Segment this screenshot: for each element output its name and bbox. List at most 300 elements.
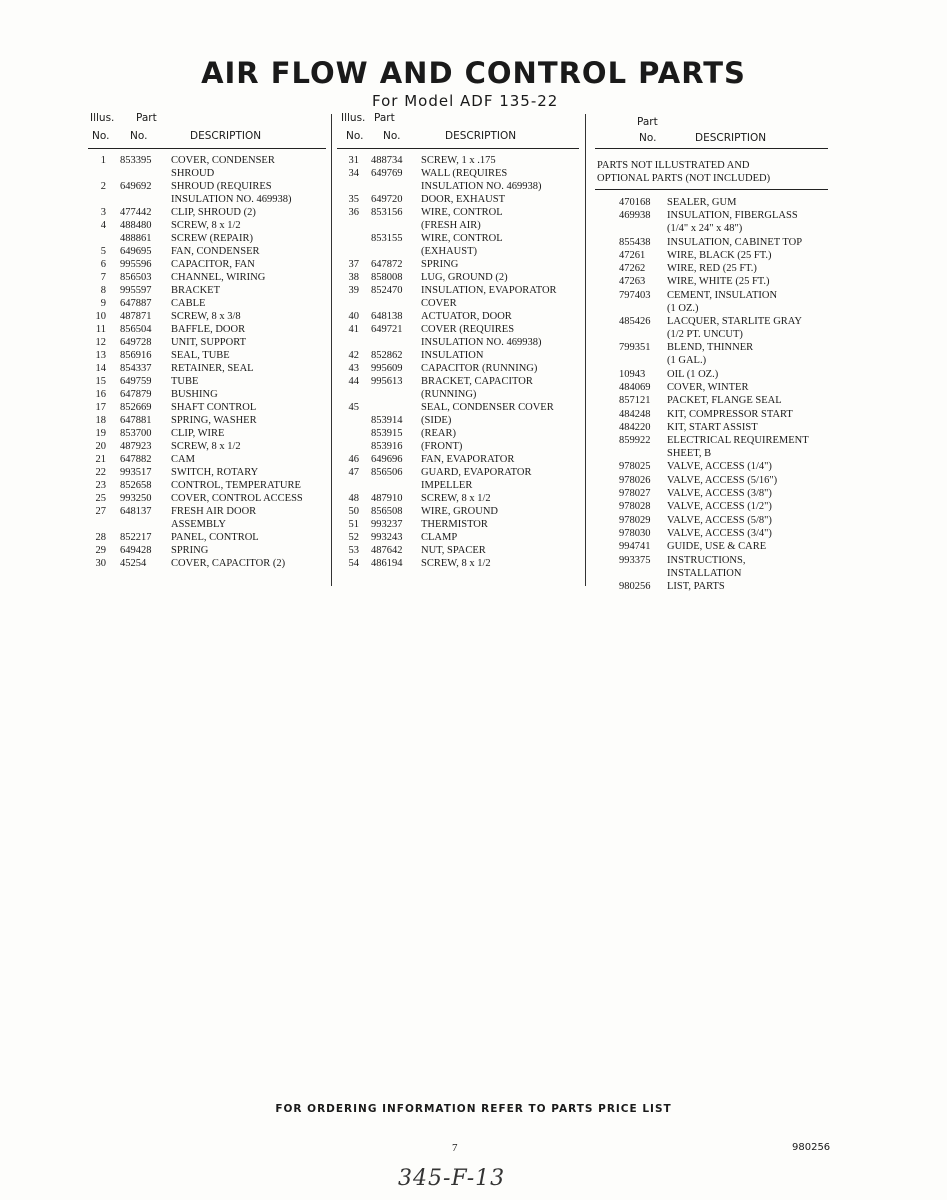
part-row (88, 323, 326, 336)
no-label: No. (130, 130, 148, 142)
part-row (595, 487, 828, 500)
part-row (337, 492, 579, 505)
part-description: PANEL, CONTROL (171, 532, 259, 543)
part-number: 857121 (619, 395, 651, 407)
part-row (337, 453, 579, 466)
part-number: 853395 (120, 155, 152, 166)
part-row (88, 284, 326, 297)
part-number: 488480 (120, 220, 152, 231)
part-row (595, 408, 828, 421)
part-description: SEALER, GUM (667, 197, 737, 208)
part-description: DOOR, EXHAUST (421, 194, 505, 205)
part-description: UNIT, SUPPORT (171, 337, 247, 348)
part-number: 47262 (619, 263, 646, 275)
part-description: KIT, START ASSIST (667, 421, 758, 433)
part-description: SWITCH, ROTARY (171, 467, 259, 478)
part-number: 852470 (371, 285, 403, 296)
part-row (88, 349, 326, 362)
part-row (595, 275, 828, 288)
part-description: COVER, WINTER (667, 381, 749, 393)
part-description: RETAINER, SEAL (171, 363, 254, 374)
part-description: INSULATION (421, 350, 484, 361)
illus-number: 51 (348, 519, 359, 530)
part-row (337, 349, 579, 362)
part-row (337, 518, 579, 531)
part-description: SCREW, 1 x .175 (421, 155, 496, 166)
part-description: WIRE, CONTROL (FRESH AIR) (421, 207, 503, 231)
part-description: CLIP, SHROUD (2) (171, 207, 256, 218)
part-number: 488734 (371, 155, 403, 166)
part-number: 487910 (371, 493, 403, 504)
part-row (337, 284, 579, 310)
illus-number: 9 (100, 298, 106, 309)
part-number: 484220 (619, 421, 651, 433)
illus-number: 7 (100, 272, 106, 283)
part-number: 852217 (120, 532, 152, 543)
part-number: 649696 (371, 454, 403, 465)
part-row (337, 375, 579, 401)
part-description: COVER, CONDENSER SHROUD (171, 155, 275, 179)
part-description: INSULATION, EVAPORATOR COVER (421, 285, 557, 309)
part-number: 993243 (371, 532, 403, 543)
part-row (595, 540, 828, 553)
illus-number: 23 (95, 480, 106, 491)
part-description: COVER, CONTROL ACCESS (171, 493, 303, 504)
part-description: CHANNEL, WIRING (171, 272, 266, 283)
part-row (88, 245, 326, 258)
illus-label: Illus. (341, 112, 366, 124)
part-number: 993250 (120, 493, 152, 504)
part-row (88, 180, 326, 206)
part-row (337, 466, 579, 492)
illus-label: Illus. (90, 112, 115, 124)
part-row (88, 505, 326, 531)
part-description: SHAFT CONTROL (171, 402, 257, 413)
part-number: 856916 (120, 350, 152, 361)
part-row (337, 557, 579, 570)
part-number: 980256 (619, 580, 651, 592)
part-description: SCREW, 8 x 1/2 (421, 558, 491, 569)
illus-number: 38 (348, 272, 359, 283)
part-number: 853916 (371, 441, 403, 452)
part-number: 858008 (371, 272, 403, 283)
part-number: 995613 (371, 376, 403, 387)
part-row (595, 289, 828, 315)
part-row (595, 527, 828, 540)
part-number: 995596 (120, 259, 152, 270)
part-number: 47263 (619, 276, 646, 288)
unillustrated-parts-heading: PARTS NOT ILLUSTRATED AND OPTIONAL PARTS (NOT INCLUDED) (595, 149, 828, 190)
part-row (88, 492, 326, 505)
part-description: BLEND, THINNER (1 GAL.) (667, 342, 754, 367)
page-number: 7 (452, 1142, 458, 1154)
column-divider (331, 114, 332, 586)
part-description: WIRE, CONTROL (EXHAUST) (421, 233, 503, 257)
part-number: 647881 (120, 415, 152, 426)
part-number: 859922 (619, 435, 651, 447)
part-description: LIST, PARTS (667, 580, 725, 592)
illus-number: 30 (95, 558, 106, 569)
part-row (337, 531, 579, 544)
part-description: LACQUER, STARLITE GRAY (1/2 PT. UNCUT) (667, 316, 802, 341)
no-label: No. (383, 130, 401, 142)
illus-number: 2 (100, 181, 106, 192)
part-row (337, 362, 579, 375)
part-description: CABLE (171, 298, 206, 309)
part-description: SCREW, 8 x 1/2 (171, 441, 241, 452)
part-number: 649721 (371, 324, 403, 335)
part-row (595, 500, 828, 513)
ordering-note: FOR ORDERING INFORMATION REFER TO PARTS PRICE LIST (275, 1103, 672, 1115)
part-description: CAPACITOR, FAN (171, 259, 255, 270)
part-number: 477442 (120, 207, 152, 218)
part-description: BUSHING (171, 389, 218, 400)
part-row (88, 206, 326, 219)
part-row (337, 167, 579, 193)
description-label: DESCRIPTION (695, 132, 767, 144)
part-description: VALVE, ACCESS (3/4") (667, 527, 772, 539)
illus-number: 8 (100, 285, 106, 296)
illus-number: 45 (348, 402, 359, 413)
description-label: DESCRIPTION (190, 130, 262, 142)
illus-number: 44 (348, 376, 359, 387)
illus-number: 3 (100, 207, 106, 218)
part-number: 993375 (619, 554, 651, 566)
part-number: 647872 (371, 259, 403, 270)
part-number: 484248 (619, 408, 651, 420)
part-label: Part (136, 112, 157, 124)
part-number: 649428 (120, 545, 152, 556)
part-number: 647887 (120, 298, 152, 309)
part-number: 855438 (619, 236, 651, 248)
part-description: FAN, EVAPORATOR (421, 454, 515, 465)
part-row (88, 336, 326, 349)
part-number: 647879 (120, 389, 152, 400)
illus-number: 53 (348, 545, 359, 556)
part-description: CAPACITOR (RUNNING) (421, 363, 538, 374)
part-row (595, 236, 828, 249)
part-description: SHROUD (REQUIRES INSULATION NO. 469938) (171, 181, 292, 205)
part-row (595, 262, 828, 275)
part-number: 853915 (371, 428, 403, 439)
part-row (88, 232, 326, 245)
illus-number: 4 (100, 220, 106, 231)
part-row (595, 368, 828, 381)
illus-number: 28 (95, 532, 106, 543)
parts-column-1 (88, 110, 326, 570)
parts-column-2 (337, 110, 579, 570)
part-description: THERMISTOR (421, 519, 488, 530)
part-row (595, 209, 828, 235)
part-description: FRESH AIR DOOR ASSEMBLY (171, 506, 257, 530)
part-description: INSULATION, CABINET TOP (667, 236, 803, 248)
part-description: OIL (1 OZ.) (667, 368, 719, 380)
illus-number: 12 (95, 337, 106, 348)
part-description: VALVE, ACCESS (1/2") (667, 501, 772, 513)
part-description: COVER, CAPACITOR (2) (171, 558, 286, 569)
no-label: No. (92, 130, 110, 142)
part-description: VALVE, ACCESS (1/4") (667, 461, 772, 473)
part-row (595, 434, 828, 460)
part-number: 856508 (371, 506, 403, 517)
illus-number: 27 (95, 506, 106, 517)
illus-number: 47 (348, 467, 359, 478)
part-row (595, 249, 828, 262)
part-number: 486194 (371, 558, 403, 569)
part-number: 856506 (371, 467, 403, 478)
no-label: No. (639, 132, 657, 144)
part-number: 10943 (619, 368, 646, 380)
illus-number: 15 (95, 376, 106, 387)
illus-number: 19 (95, 428, 106, 439)
illus-number: 52 (348, 532, 359, 543)
part-number: 649759 (120, 376, 152, 387)
part-row (337, 440, 579, 453)
part-row (88, 154, 326, 180)
part-number: 648137 (120, 506, 152, 517)
part-number: 45254 (120, 558, 147, 569)
part-number: 853700 (120, 428, 152, 439)
part-number: 854337 (120, 363, 152, 374)
part-number: 484069 (619, 381, 651, 393)
part-number: 852669 (120, 402, 152, 413)
part-number: 978029 (619, 514, 651, 526)
part-number: 852862 (371, 350, 403, 361)
part-row (595, 315, 828, 341)
part-row (88, 258, 326, 271)
column-header (595, 110, 828, 149)
illus-number: 34 (348, 168, 359, 179)
illus-number: 10 (95, 311, 106, 322)
part-description: SCREW, 8 x 1/2 (171, 220, 241, 231)
parts-list (88, 149, 326, 570)
part-row (88, 427, 326, 440)
illus-number: 25 (95, 493, 106, 504)
part-description: SEAL, TUBE (171, 350, 230, 361)
parts-column-3 (595, 110, 828, 593)
illus-number: 42 (348, 350, 359, 361)
part-number: 995597 (120, 285, 152, 296)
part-row (595, 394, 828, 407)
part-description: INSTRUCTIONS, INSTALLATION (667, 554, 746, 579)
description-label: DESCRIPTION (445, 130, 517, 142)
part-row (88, 271, 326, 284)
part-description: (FRONT) (421, 441, 463, 452)
part-number: 993517 (120, 467, 152, 478)
illus-number: 40 (348, 311, 359, 322)
part-row (595, 580, 828, 593)
part-row (337, 505, 579, 518)
part-number: 487642 (371, 545, 403, 556)
illus-number: 43 (348, 363, 359, 374)
part-row (88, 310, 326, 323)
illus-number: 6 (100, 259, 106, 270)
part-description: (SIDE) (421, 415, 452, 426)
part-description: VALVE, ACCESS (5/8") (667, 514, 772, 526)
part-description: GUARD, EVAPORATOR IMPELLER (421, 467, 532, 491)
part-number: 649728 (120, 337, 152, 348)
part-number: 978028 (619, 501, 651, 513)
page-title: AIR FLOW AND CONTROL PARTS (201, 56, 746, 90)
part-row (595, 421, 828, 434)
part-row (337, 427, 579, 440)
part-row (595, 341, 828, 367)
part-description: GUIDE, USE & CARE (667, 541, 767, 553)
part-row (88, 531, 326, 544)
part-row (595, 381, 828, 394)
illus-number: 21 (95, 454, 106, 465)
illus-number: 50 (348, 506, 359, 517)
part-description: WIRE, WHITE (25 FT.) (667, 276, 770, 288)
part-number: 47261 (619, 249, 646, 261)
illus-number: 13 (95, 350, 106, 361)
part-row (337, 206, 579, 232)
part-row (595, 196, 828, 209)
part-description: PACKET, FLANGE SEAL (667, 395, 782, 407)
page-subtitle: For Model ADF 135-22 (372, 92, 559, 110)
part-number: 978030 (619, 527, 651, 539)
part-description: ELECTRICAL REQUIREMENT SHEET, B (667, 435, 809, 460)
part-number: 487923 (120, 441, 152, 452)
part-number: 799351 (619, 342, 651, 354)
part-number: 993237 (371, 519, 403, 530)
part-description: CLIP, WIRE (171, 428, 225, 439)
part-row (88, 479, 326, 492)
illus-number: 1 (100, 155, 106, 166)
part-description: WIRE, RED (25 FT.) (667, 263, 757, 275)
part-description: SCREW (REPAIR) (171, 233, 253, 244)
handwritten-annotation: 345-F-13 (398, 1166, 506, 1191)
part-number: 649769 (371, 168, 403, 179)
part-row (88, 219, 326, 232)
part-description: SEAL, CONDENSER COVER (421, 402, 554, 413)
part-label: Part (374, 112, 395, 124)
illus-number: 11 (95, 324, 106, 335)
part-description: COVER (REQUIRES INSULATION NO. 469938) (421, 324, 542, 348)
part-row (337, 544, 579, 557)
illus-number: 31 (348, 155, 359, 166)
part-number: 856503 (120, 272, 152, 283)
part-number: 647882 (120, 454, 152, 465)
part-number: 978025 (619, 461, 651, 473)
illus-number: 39 (348, 285, 359, 296)
part-description: INSULATION, FIBERGLASS (1/4" x 24" x 48") (667, 210, 798, 235)
part-description: BRACKET, CAPACITOR (RUNNING) (421, 376, 533, 400)
part-label: Part (637, 116, 658, 128)
part-number: 978026 (619, 474, 651, 486)
illus-number: 54 (348, 558, 359, 569)
part-number: 488861 (120, 233, 152, 244)
part-number: 852658 (120, 480, 152, 491)
document-number: 980256 (792, 1142, 831, 1153)
illus-number: 48 (348, 493, 359, 504)
part-description: ACTUATOR, DOOR (421, 311, 512, 322)
no-label: No. (346, 130, 364, 142)
part-number: 978027 (619, 488, 651, 500)
part-row (337, 414, 579, 427)
part-row (337, 232, 579, 258)
illus-number: 20 (95, 441, 106, 452)
part-description: VALVE, ACCESS (3/8") (667, 488, 772, 500)
part-row (595, 514, 828, 527)
part-row (88, 557, 326, 570)
part-row (88, 401, 326, 414)
part-row (337, 323, 579, 349)
illus-number: 5 (100, 246, 106, 257)
part-description: (REAR) (421, 428, 456, 439)
part-description: BAFFLE, DOOR (171, 324, 246, 335)
part-description: SCREW, 8 x 1/2 (421, 493, 491, 504)
part-row (595, 554, 828, 580)
illus-number: 29 (95, 545, 106, 556)
part-description: BRACKET (171, 285, 221, 296)
part-description: CONTROL, TEMPERATURE (171, 480, 301, 491)
illus-number: 41 (348, 324, 359, 335)
part-row (337, 310, 579, 323)
parts-list (595, 190, 828, 593)
illus-number: 35 (348, 194, 359, 205)
part-number: 649692 (120, 181, 152, 192)
part-description: NUT, SPACER (421, 545, 486, 556)
part-number: 485426 (619, 316, 651, 328)
part-row (88, 544, 326, 557)
part-description: VALVE, ACCESS (5/16") (667, 474, 778, 486)
part-number: 470168 (619, 197, 651, 208)
part-row (337, 154, 579, 167)
part-row (88, 375, 326, 388)
illus-number: 37 (348, 259, 359, 270)
illus-number: 36 (348, 207, 359, 218)
part-description: KIT, COMPRESSOR START (667, 408, 793, 420)
part-number: 853156 (371, 207, 403, 218)
part-description: CAM (171, 454, 195, 465)
part-row (88, 297, 326, 310)
part-row (88, 440, 326, 453)
part-row (88, 414, 326, 427)
part-row (88, 453, 326, 466)
part-number: 649695 (120, 246, 152, 257)
illus-number: 22 (95, 467, 106, 478)
part-description: SPRING (171, 545, 209, 556)
part-number: 649720 (371, 194, 403, 205)
part-row (595, 474, 828, 487)
column-header (88, 110, 326, 149)
part-number: 469938 (619, 210, 651, 222)
part-description: WIRE, GROUND (421, 506, 498, 517)
part-number: 487871 (120, 311, 152, 322)
part-number: 648138 (371, 311, 403, 322)
part-number: 853914 (371, 415, 403, 426)
column-header (337, 110, 579, 149)
part-description: SCREW, 8 x 3/8 (171, 311, 241, 322)
part-number: 856504 (120, 324, 152, 335)
part-row (88, 362, 326, 375)
part-description: SPRING (421, 259, 459, 270)
part-description: WIRE, BLACK (25 FT.) (667, 249, 772, 261)
parts-list (337, 149, 579, 570)
part-number: 994741 (619, 541, 651, 553)
part-row (337, 193, 579, 206)
part-description: CEMENT, INSULATION (1 OZ.) (667, 289, 778, 314)
illus-number: 18 (95, 415, 106, 426)
part-row (88, 388, 326, 401)
part-row (88, 466, 326, 479)
part-number: 853155 (371, 233, 403, 244)
column-divider (585, 114, 586, 586)
part-description: LUG, GROUND (2) (421, 272, 508, 283)
part-description: WALL (REQUIRES INSULATION NO. 469938) (421, 168, 542, 192)
part-row (595, 460, 828, 473)
